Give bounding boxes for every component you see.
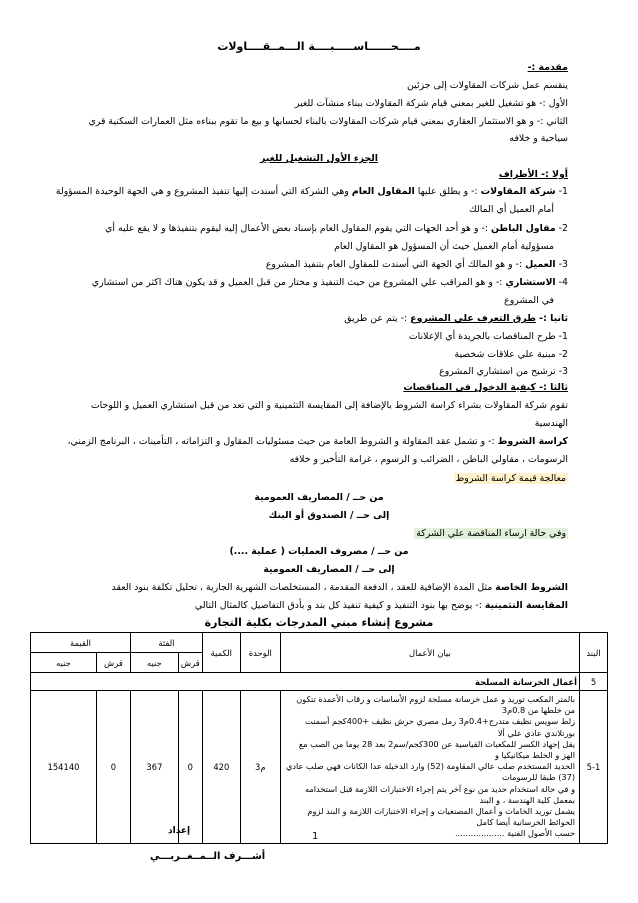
header-unit: الوحدة	[240, 633, 280, 673]
journal-2-debit: من حــ / مصروف العمليات ( عملية ....)	[229, 546, 409, 557]
header-value-piaster: قرش	[96, 653, 130, 673]
bill-of-quantities-note	[70, 599, 568, 612]
award-row	[70, 527, 568, 540]
method-1: 1- طرح المناقصات بالجريدة أي الإعلانات	[408, 331, 568, 342]
header-item: البند	[580, 633, 608, 673]
party-1-text-a: :- و يطلق عليها	[414, 186, 481, 197]
party-2-text: :- و هو أحد الجهات التي يقوم المقاول العام بإسناد بعض الأعمال إليه ليقوم بتنفيذها و لا يقع عليه أي	[105, 223, 491, 234]
description-line: بالمتر المكعب توريد و عمل خرسانة مسلحة لزوم الأساسات و رقاب الأعمدة تتكون من خلطها من 0.8م3	[296, 694, 576, 716]
intro-line-2: الأول :- هو تشغيل للغير بمعني قيام شركة المقاولات ببناء منشآت للغير	[294, 98, 568, 109]
description-line: الحديد المستخدم صلب عالي المقاومة (52) وارد الدخيلة عدا الكانات فهي صلب عادي (37) طبقا للرسومات	[285, 761, 576, 783]
tender-line-1: تقوم شركة المقاولات بشراء كراسة الشروط بالإضافة إلى المقايسة التثمينية و التي تعد من قبل استشاري العميل و اللوحات	[90, 400, 568, 411]
page-number: 1	[312, 831, 319, 842]
prepared-by-label: إعداد	[168, 826, 191, 836]
description-line: زلط سويس نظيف متدرج+0.4م3 رمل مصري حرش نظيف +400كجم أسمنت بورتلاندي عادي علي ألا	[305, 716, 576, 738]
header-rate: الفئة	[130, 633, 202, 653]
second-heading-title: طرق التعرف علي المشروع	[410, 313, 536, 324]
method-2: 2- مبنية علي علاقات شخصية	[454, 349, 568, 360]
row-rate-piaster: 0	[178, 691, 202, 844]
section-title: أعمال الخرسانة المسلحة	[31, 673, 580, 691]
description-line: يقل إجهاد الكسر للمكعبات القياسية عن 300كجم/سم2 بعد 28 يوما من الصب مع الهز و الخلط ميكانيكيا و	[298, 738, 576, 761]
conditions-line-2: الرسومات ، مقاولي الباطن ، الضرائب و الرسوم ، غرامة التأخير و خلافه	[289, 454, 568, 465]
conditions-label: كراسة الشروط	[497, 436, 568, 447]
author-name: أشـــرف الــمــغــربـــي	[150, 851, 266, 862]
intro-heading: مقدمة :-	[527, 62, 568, 73]
intro-line-4: سياحية و خلافه	[509, 133, 568, 144]
party-1-bold: المقاول العام	[351, 186, 415, 197]
header-description: بيان الأعمال	[280, 633, 579, 673]
method-3: 3- ترشيح من استشاري المشروع	[439, 366, 568, 377]
bill-of-quantities-table	[30, 632, 608, 844]
party-4: 4- الاستشاري :- و هو المراقب علي المشروع من حيث التنفيذ و مختار من قبل العميل و قد يكون هناك اكثر من استشاري	[91, 277, 568, 288]
conditions-line-1	[24, 435, 568, 448]
row-item: 5-1	[580, 691, 608, 844]
party-4-line-2: في المشروع	[504, 295, 554, 306]
header-rate-pound: جنيه	[130, 653, 178, 673]
table-title: مشروع إنشاء مبني المدرجات بكلية التجارة	[204, 616, 434, 629]
row-value-piaster: 0	[96, 691, 130, 844]
third-heading: ثالثا :- كيفية الدخول في المناقصات	[403, 382, 568, 393]
second-heading	[70, 312, 568, 325]
treatment-label: معالجة قيمة كراسة الشروط	[455, 473, 566, 484]
row-quantity: 420	[202, 691, 240, 844]
first-heading: أولا :- الأطراف	[498, 169, 568, 180]
second-heading-prefix: ثانيا :-	[535, 313, 568, 324]
header-value-pound: جنيه	[31, 653, 97, 673]
description-line: و في حالة استخدام حديد من نوع آخر يتم إجراء الاختبارات اللازمة قبل استخدامه بمعمل كلية الهندسة ، و البند	[304, 783, 576, 805]
party-2-line-2: مسؤولية أمام العميل حيث أن المسؤول هو المقاول العام	[334, 241, 554, 252]
journal-2-credit: إلى حــ / المصاريف العمومية	[263, 564, 395, 575]
special-conditions-label: الشروط الخاصة	[495, 582, 568, 593]
party-2: 2- مقاول الباطن :- و هو أحد الجهات التي يقوم المقاول العام بإسناد بعض الأعمال إليه ليقوم بتنفيذها و لا يقع عليه أي	[105, 223, 568, 234]
header-value: القيمة	[31, 633, 131, 653]
part1-heading: الجزء الأول التشغيل للغير	[260, 153, 378, 164]
table-row	[31, 691, 608, 844]
second-heading-suffix: :- يتم عن طريق	[344, 313, 411, 324]
party-3-label: العميل	[525, 259, 556, 270]
conditions-text: :- و تشمل عقد المقاولة و الشروط العامة من حيث مسئوليات المقاول و التزاماته ، التأمينات ، البرنامج الزمني،	[67, 436, 498, 447]
tender-line-2: الهندسية	[534, 418, 568, 429]
party-1-label: شركة المقاولات	[480, 186, 556, 197]
special-conditions	[70, 581, 568, 594]
treatment-row	[70, 472, 568, 485]
row-rate-pound: 367	[130, 691, 178, 844]
section-row	[31, 673, 608, 691]
header-rate-piaster: قرش	[178, 653, 202, 673]
party-3-text: :- و هو المالك أي الجهة التي أسندت للمقاول العام بتنفيذ المشروع	[265, 259, 526, 270]
party-3: 3- العميل :- و هو المالك أي الجهة التي أسندت للمقاول العام بتنفيذ المشروع	[265, 259, 568, 270]
row-unit: م3	[240, 691, 280, 844]
row-value-pound: 154140	[31, 691, 97, 844]
party-2-label: مقاول الباطن	[491, 223, 556, 234]
description-line: يشمل توريد الخامات و أعمال المصنعيات و إجراء الاختبارات اللازمة و البند لزوم الحوائط الخرسانية أيضا كامل	[307, 806, 576, 828]
header-quantity: الكمية	[202, 633, 240, 673]
party-1: 1- شركة المقاولات :- و يطلق عليها المقاول العام وهي الشركة التي أسندت إليها تنفيذ المشروع و هي الجهة الوحيدة المسؤولة	[55, 186, 568, 197]
journal-1-credit: إلى حــ / الصندوق أو البنك	[268, 510, 390, 521]
bill-of-quantities-label: المقايسة التثمينية	[484, 600, 568, 611]
intro-line-1: ينقسم عمل شركات المقاولات إلى جزئين	[407, 80, 568, 91]
section-number: 5	[580, 673, 608, 691]
bill-of-quantities-text: :- يوضح بها بنود التنفيذ و كيفية تنفيذ كل بند و بأدق التفاصيل كالمثال التالي	[194, 600, 485, 611]
party-4-text: :- و هو المراقب علي المشروع من حيث التنفيذ و مختار من قبل العميل و قد يكون هناك اكثر من استشاري	[91, 277, 506, 288]
journal-1-debit: من حــ / المصاريف العمومية	[254, 492, 384, 503]
party-1-text-b: وهي الشركة التي أسندت إليها تنفيذ المشروع و هي الجهة الوحيدة المسؤولة	[55, 186, 352, 197]
special-conditions-text: مثل المدة الإضافية للعقد ، الدفعة المقدمة ، المستخلصات الشهرية الجارية ، تحليل تكلفة بنود العقد	[111, 582, 496, 593]
row-description	[280, 691, 579, 844]
description-line: حسب الأصول الفنية ...................	[455, 828, 576, 839]
party-4-label: الاستشاري	[505, 277, 556, 288]
document-title: مــــحــــــاســـــبــــة الـــمــقــــاولات	[217, 40, 421, 53]
award-label: وفي حالة ارساء المناقصة علي الشركة	[416, 528, 566, 539]
party-1-line-2: أمام العميل أي المالك	[469, 204, 554, 215]
intro-line-3: الثاني :- و هو الاستثمار العقاري بمعني قيام شركات المقاولات بالبناء لحسابها و بيع ما تقوم ببناءه مثل العمارات السكنية قري	[88, 116, 568, 127]
